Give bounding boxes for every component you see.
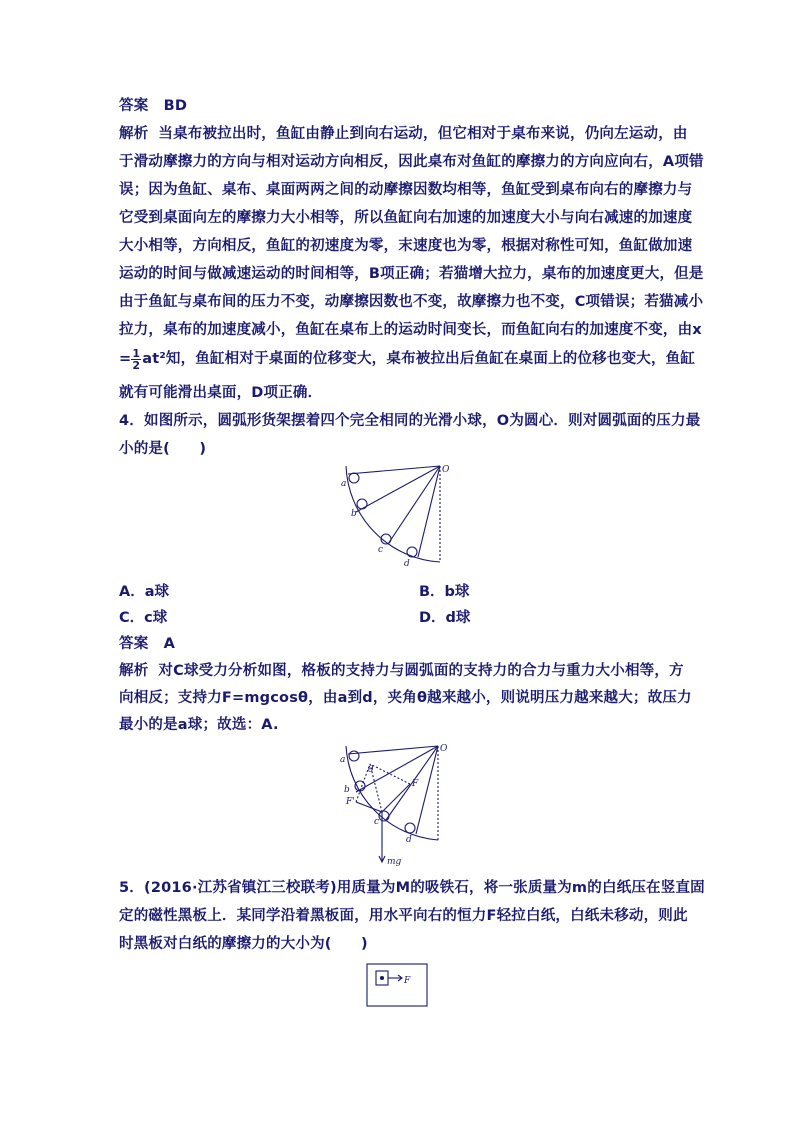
q4-analysis-line-2: 向相反；支持力F=mgcosθ，由a到d，夹角θ越来越小，则说明压力越来越大；故压力 [119, 690, 692, 706]
label-force-f: F [404, 976, 411, 986]
ball-a [349, 473, 359, 483]
q3-analysis-line-7: 由于鱼缸与桌布间的压力不变，动摩擦因数也不变，故摩擦力也不变，C项错误；若猫减小 [119, 294, 704, 310]
q5-figure-blackboard [366, 963, 430, 1009]
label-d: d [404, 559, 410, 569]
q4-analysis-line-3: 最小的是a球；故选：A. [119, 717, 279, 733]
divider-d-2 [416, 746, 438, 834]
q3-analysis-line-6: 运动的时间与做减速运动的时间相等，B项正确；若猫增大拉力，桌布的加速度更大，但是 [119, 266, 704, 282]
q4-figure-shelf [336, 462, 466, 572]
q3-analysis-line-5: 大小相等，方向相反，鱼缸的初速度为零，末速度也为零，根据对称性可知，鱼缸做加速 [119, 238, 693, 254]
option-a: A．a球 [119, 584, 170, 600]
q4-figure-force-analysis [334, 740, 464, 868]
ball-b [357, 499, 367, 509]
label-o: O [442, 465, 450, 475]
q3-analysis-line-4: 它受到桌面向左的摩擦力大小相等，所以鱼缸向右加速的加速度大小与向右减速的加速度 [119, 210, 693, 226]
fraction-denominator: 2 [132, 358, 141, 372]
label-a: a [341, 479, 347, 489]
label-a-2: a [340, 755, 346, 765]
q4-stem-line-1: 4．如图所示，圆弧形货架摆着四个完全相同的光滑小球，O为圆心．则对圆弧面的压力最 [119, 413, 701, 429]
q5-stem-line-3: 时黑板对白纸的摩擦力的大小为( ) [119, 936, 368, 952]
q5-stem-line-1: 5．(2016·江苏省镇江三校联考)用质量为M的吸铁石，将一张质量为m的白纸压在竖直固 [119, 880, 705, 896]
magnet-dot [381, 977, 384, 980]
q3-answer-label: 答案 [119, 98, 149, 114]
divider-c [388, 466, 440, 544]
label-c: c [378, 545, 384, 555]
q3-answer-line [119, 96, 679, 116]
option-d: D．d球 [419, 610, 471, 626]
q4-answer-line [119, 634, 679, 654]
divider-a-2 [348, 746, 438, 754]
ball-a-2 [349, 751, 359, 761]
q4-analysis-line-1 [119, 661, 684, 681]
formula-tail: at²知，鱼缸相对于桌面的位移变大，桌布被拉出后鱼缸在桌面上的位移也变大，鱼缸 [142, 351, 696, 367]
fraction [131, 348, 141, 371]
arc-surface [346, 466, 440, 562]
q3-answer-value: BD [163, 98, 188, 114]
q4-stem-line-2: 小的是( ) [119, 441, 207, 457]
q3-analysis-line-8: 拉力，桌布的加速度减小，鱼缸在桌布上的运动时间变长，而鱼缸向右的加速度不变，由x [119, 322, 702, 338]
formula-prefix: = [119, 351, 132, 367]
option-b: B．b球 [419, 584, 470, 600]
label-f-prime: F' [346, 797, 355, 807]
q3-analysis-line-3: 误；因为鱼缸、桌布、桌面两两之间的动摩擦因数均相等，鱼缸受到桌布向右的摩擦力与 [119, 182, 693, 198]
label-mg: mg [387, 857, 402, 867]
q3-analysis-line-2: 于滑动摩擦力的方向与相对运动方向相反，因此桌布对鱼缸的摩擦力的方向应向右，A项错 [119, 154, 704, 170]
ball-d-2 [405, 823, 415, 833]
label-theta: θ [368, 765, 374, 775]
force-f-arrow [382, 784, 410, 812]
force-f-prime-arrow [356, 802, 382, 812]
label-d-2: d [406, 835, 412, 845]
q5-stem-line-2: 定的磁性黑板上．某同学沿着黑板面，用水平向右的恒力F轻拉白纸，白纸未移动，则此 [119, 908, 688, 924]
q4-answer-label: 答案 [119, 636, 149, 652]
fraction-numerator: 1 [132, 346, 141, 360]
q3-analysis-label: 解析 [119, 126, 149, 142]
label-c-2: c [374, 817, 380, 827]
label-o-2: O [440, 744, 448, 754]
ball-d [407, 547, 417, 557]
label-f: F [412, 779, 419, 789]
q3-formula-line [119, 346, 696, 372]
divider-d [418, 466, 440, 557]
divider-b [356, 466, 440, 512]
option-c: C．c球 [119, 610, 168, 626]
q4-analysis-text: 对C球受力分析如图，格板的支持力与圆弧面的支持力的合力与重力大小相等，方 [158, 663, 684, 679]
label-b: b [351, 509, 357, 519]
divider-a [348, 466, 440, 474]
q4-analysis-label: 解析 [119, 663, 149, 679]
label-b-2: b [344, 785, 350, 795]
q3-analysis-text: 当桌布被拉出时，鱼缸由静止到向右运动，但它相对于桌布来说，仍向左运动，由 [158, 126, 688, 142]
q3-last-line: 就有可能滑出桌面，D项正确． [119, 385, 323, 401]
q4-answer-value: A [163, 636, 176, 652]
q3-analysis-line-1 [119, 124, 688, 144]
